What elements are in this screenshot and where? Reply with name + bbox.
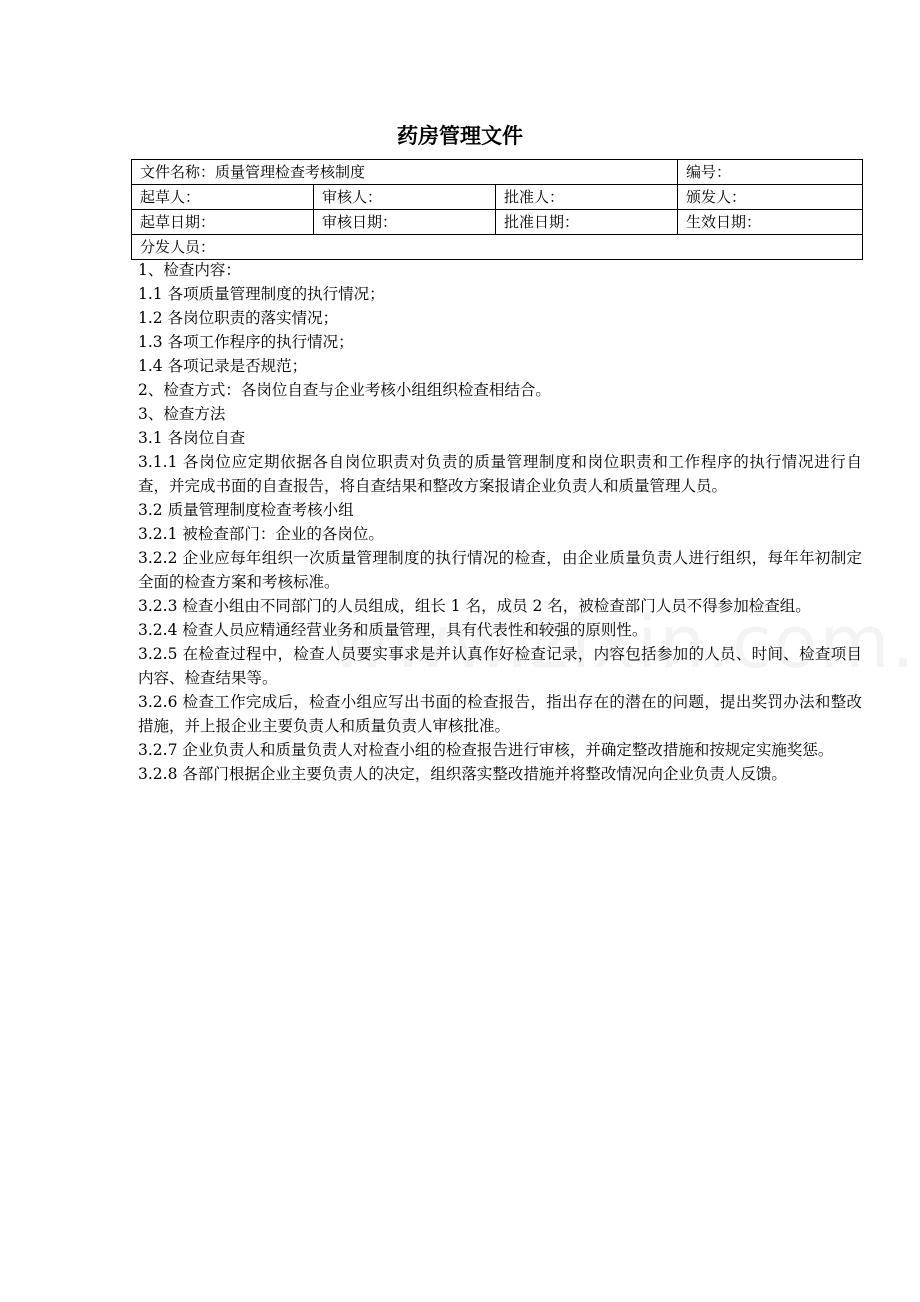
paragraph: 3.2 质量管理制度检查考核小组 (138, 501, 354, 519)
paragraph: 3.1 各岗位自查 (138, 429, 246, 447)
number-cell: 编号： (678, 160, 863, 185)
approve-date-cell: 批准日期： (496, 210, 678, 235)
paragraph: 3.2.1 被检查部门：企业的各岗位。 (138, 525, 384, 543)
paragraph: 3.1.1 各岗位应定期依据各自岗位职责对负责的质量管理制度和岗位职责和工作程序的执行情况进行自查，并完成书面的自查报告，将自查结果和整改方案报请企业负责人和质量管理人员。 (138, 453, 862, 495)
paragraph: 3.2.8 各部门根据企业主要负责人的决定，组织落实整改措施并将整改情况向企业负责人反馈。 (138, 765, 787, 783)
paragraph: 1.4 各项记录是否规范； (138, 357, 308, 375)
paragraph: 2、检查方式：各岗位自查与企业考核小组组织检查相结合。 (138, 381, 551, 399)
table-row (132, 235, 863, 260)
paragraph: 3.2.7 企业负责人和质量负责人对检查小组的检查报告进行审核，并确定整改措施和按规定实施奖惩。 (138, 741, 834, 759)
table-row (132, 185, 863, 210)
paragraph: 1.3 各项工作程序的执行情况； (138, 333, 354, 351)
issuer-cell: 颁发人： (678, 185, 863, 210)
draft-date-cell: 起草日期： (132, 210, 314, 235)
paragraph: 3.2.3 检查小组由不同部门的人员组成，组长 1 名，成员 2 名，被检查部门人员不得参加检查组。 (138, 597, 811, 615)
approver-cell: 批准人： (496, 185, 678, 210)
table-row (132, 210, 863, 235)
distribution-cell: 分发人员： (132, 235, 863, 260)
paragraph: 3.2.4 检查人员应精通经营业务和质量管理，具有代表性和较强的原则性。 (138, 621, 648, 639)
paragraph: 3.2.5 在检查过程中，检查人员要实事求是并认真作好检查记录，内容包括参加的人员、时间、检查项目内容、检查结果等。 (138, 645, 862, 687)
paragraph: 1、检查内容： (138, 261, 241, 279)
file-name-cell: 文件名称：质量管理检查考核制度 (132, 160, 678, 185)
review-date-cell: 审核日期： (314, 210, 496, 235)
document-info-table (131, 159, 863, 260)
table-row (132, 160, 863, 185)
effective-date-cell: 生效日期： (678, 210, 863, 235)
reviewer-cell: 审核人： (314, 185, 496, 210)
document-title: 药房管理文件 (397, 124, 523, 148)
document-body (138, 258, 862, 786)
paragraph: 1.1 各项质量管理制度的执行情况； (138, 285, 385, 303)
paragraph: 3.2.6 检查工作完成后，检查小组应写出书面的检查报告，指出存在的潜在的问题，提出奖罚办法和整改措施，并上报企业主要负责人和质量负责人审核批准。 (138, 693, 862, 735)
drafter-cell: 起草人： (132, 185, 314, 210)
paragraph: 3.2.2 企业应每年组织一次质量管理制度的执行情况的检查，由企业质量负责人进行组织，每年年初制定全面的检查方案和考核标准。 (138, 549, 862, 591)
paragraph: 1.2 各岗位职责的落实情况； (138, 309, 339, 327)
paragraph: 3、检查方法 (138, 405, 226, 423)
